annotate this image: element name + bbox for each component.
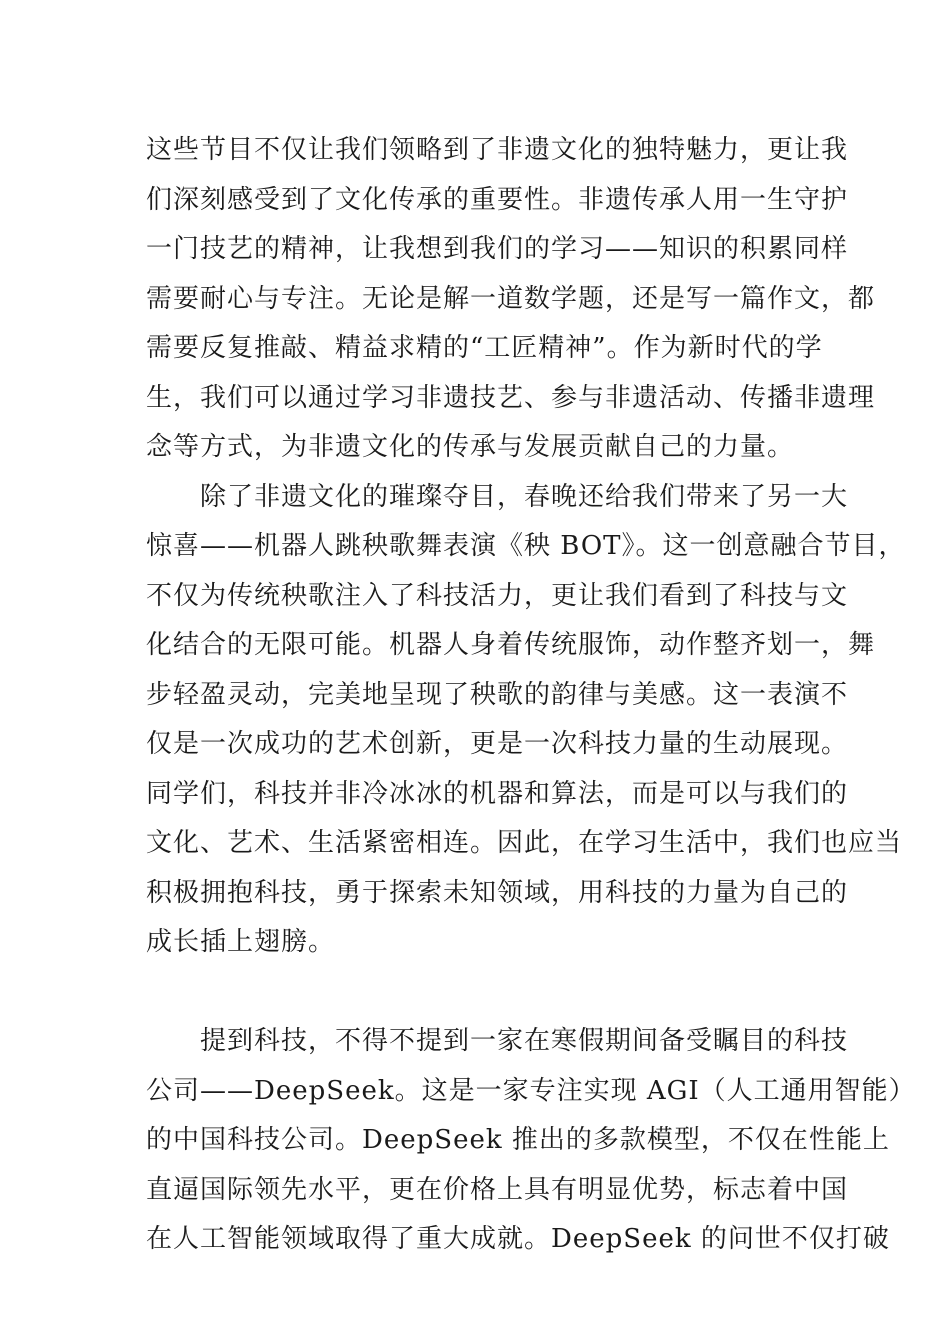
text-line: 们深刻感受到了文化传承的重要性。非遗传承人用一生守护 [146,184,849,215]
text-line: 除了非遗文化的璀璨夺目，春晚还给我们带来了另一大 [146,481,849,512]
text-line: 文化、艺术、生活紧密相连。因此，在学习生活中，我们也应当 [146,828,903,858]
paragraph-1 [146,126,876,473]
text-line: 不仅为传统秧歌注入了科技活力，更让我们看到了科技与文 [146,580,849,611]
text-line: 成长插上翅膀。 [146,927,336,957]
text-line: 需要耐心与专注。无论是解一道数学题，还是写一篇作文，都 [146,283,876,314]
text-line: 直逼国际领先水平，更在价格上具有明显优势，标志着中国 [146,1174,849,1205]
text-line: 生，我们可以通过学习非遗技艺、参与非遗活动、传播非遗理 [146,382,876,413]
document-body [146,126,916,1265]
text-line: 公司——DeepSeek。这是一家专注实现 AGI（人工通用智能） [146,1075,916,1106]
text-line: 在人工智能领域取得了重大成就。DeepSeek 的问世不仅打破 [146,1224,890,1254]
text-line: 这些节目不仅让我们领略到了非遗文化的独特魅力，更让我 [146,135,849,165]
paragraph-3 [146,1017,916,1265]
text-line: 步轻盈灵动，完美地呈现了秧歌的韵律与美感。这一表演不 [146,679,849,710]
text-line: 仅是一次成功的艺术创新，更是一次科技力量的生动展现。 [146,729,849,759]
text-line: 需要反复推敲、精益求精的“工匠精神”。作为新时代的学 [146,333,823,363]
paragraph-2 [146,473,906,1018]
text-line: 提到科技，不得不提到一家在寒假期间备受瞩目的科技 [146,1026,849,1056]
text-line: 积极拥抱科技，勇于探索未知领域，用科技的力量为自己的 [146,877,849,908]
text-line: 的中国科技公司。DeepSeek 推出的多款模型，不仅在性能上 [146,1125,890,1155]
text-line: 一门技艺的精神，让我想到我们的学习——知识的积累同样 [146,234,849,264]
text-line: 惊喜——机器人跳秧歌舞表演《秧 BOT》。这一创意融合节目， [146,531,906,561]
text-line: 化结合的无限可能。机器人身着传统服饰，动作整齐划一，舞 [146,630,876,660]
text-line [146,968,806,1018]
text-line: 念等方式，为非遗文化的传承与发展贡献自己的力量。 [146,432,795,462]
text-line: 同学们，科技并非冷冰冰的机器和算法，而是可以与我们的 [146,778,849,809]
